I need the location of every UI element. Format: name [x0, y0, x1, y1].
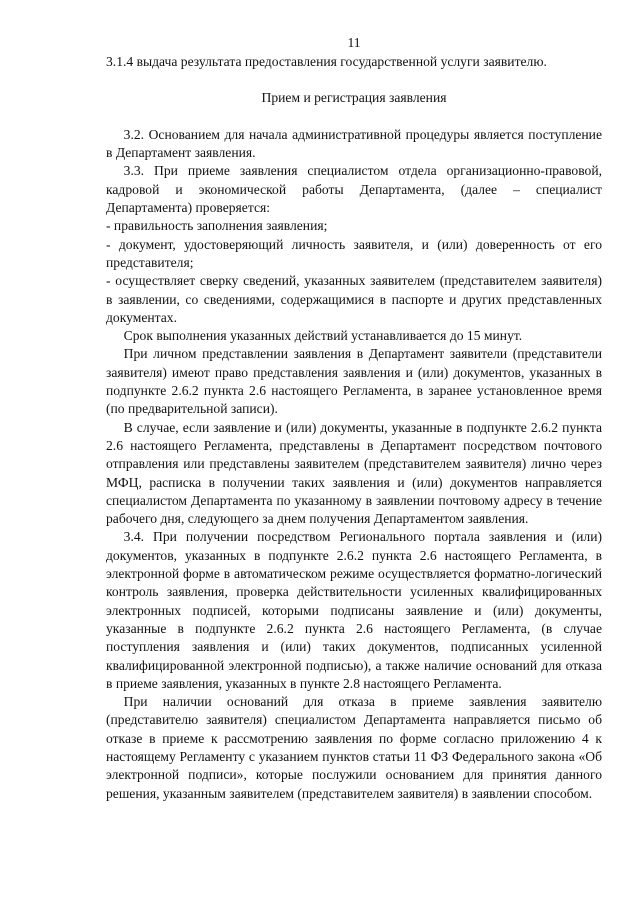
paragraph-refusal: При наличии оснований для отказа в приеме заявления заявителю (представителю заявителя) специалистом Департамента направляется письмо об отказе в приеме к рассмотрению заявления по форме согласно приложению 4 к настоящему Регламенту с указанием пунктов статьи 11 ФЗ Федерального закона «Об электронной подписи», которые послужили основанием для принятия данного решения, указанным заявителем (представителем заявителя) в заявлении способом. [106, 694, 602, 801]
bullet-item-3: - осуществляет сверку сведений, указанных заявителем (представителем заявителя) в заявлении, со сведениями, содержащимися в паспорте и других представленных документах. [106, 273, 602, 325]
paragraph-term: Срок выполнения указанных действий устанавливается до 15 минут. [123, 328, 523, 344]
paragraph-3-2: 3.2. Основанием для начала административной процедуры является поступление в Департамент заявления. [106, 126, 602, 161]
document-page [106, 34, 602, 803]
paragraph-mail-submission: В случае, если заявление и (или) документы, указанные в подпункте 2.6.2 пункта 2.6 настоящего Регламента, представлены в Департамент посредством почтового отправления или представлены заявителем (представителем заявителя) лично через МФЦ, расписка в получении таких заявления и (или) документов направляется специалистом Департамента по указанному в заявлении почтовому адресу в течение рабочего дня, следующего за днем получения Департаментом заявления. [106, 419, 602, 527]
paragraph-personal-submission: При личном представлении заявления в Департамент заявители (представители заявителя) имеют право представления заявления и (или) документов, указанных в подпункте 2.6.2 пункта 2.6 настоящего Регламента, в заранее установленное время (по предварительной записи). [106, 346, 602, 417]
bullet-item-2: - документ, удостоверяющий личность заявителя, и (или) доверенность от его представителя; [106, 236, 602, 270]
paragraph-3-3: 3.3. При приеме заявления специалистом отдела организационно-правовой, кадровой и экономической работы Департамента, (далее – специалист Департамента) проверяется: [106, 163, 602, 216]
paragraph-3-4: 3.4. При получении посредством Регионального портала заявления и (или) документов, указанных в подпункте 2.6.2 пункта 2.6 настоящего Регламента, в электронной форме в автоматическом режиме осуществляется форматно-логический контроль заявления, проверка действительности усиленных квалифицированных электронных подписей, которыми подписаны заявление и (или) документы, указанные в подпункте 2.6.2 пункта 2.6 настоящего Регламента, (в случае поступления заявления и (или) таких документов, подписанных усиленной квалифицированной электронной подписью), а также наличие оснований для отказа в приеме заявления, указанных в пункте 2.8 настоящего Регламента. [106, 529, 602, 691]
section-heading: Прием и регистрация заявления [261, 89, 447, 105]
bullet-item-1: - правильность заполнения заявления; [106, 218, 328, 234]
page-number: 11 [347, 35, 361, 50]
top-line: 3.1.4 выдача результата предоставления государственной услуги заявителю. [106, 54, 547, 70]
